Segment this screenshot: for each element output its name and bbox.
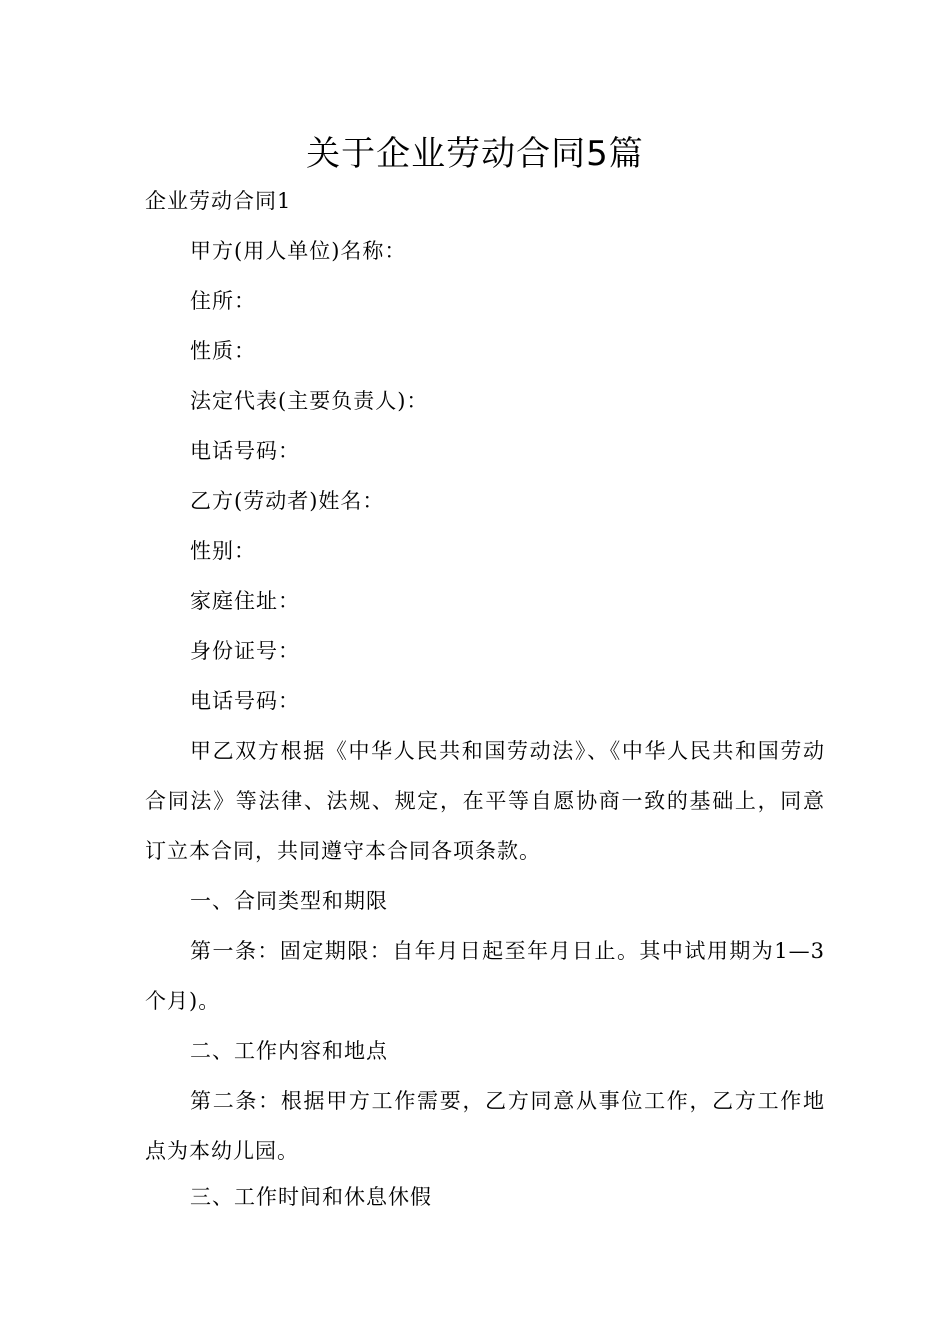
article-1: 第一条：固定期限：自年月日起至年月日止。其中试用期为1—3个月)。: [145, 939, 825, 1013]
section-2-heading: 二、工作内容和地点: [190, 1039, 388, 1063]
section-1-heading: 一、合同类型和期限: [190, 889, 388, 913]
field-phone-b: 电话号码：: [190, 689, 300, 713]
document-title: 关于企业劳动合同5篇: [306, 134, 644, 174]
field-home-address: 家庭住址：: [190, 589, 300, 613]
article-2: 第二条：根据甲方工作需要，乙方同意从事位工作，乙方工作地点为本幼儿园。: [145, 1089, 825, 1163]
section-3-heading: 三、工作时间和休息休假: [190, 1185, 432, 1209]
field-legal-rep: 法定代表(主要负责人)：: [190, 389, 429, 413]
section-heading: 企业劳动合同1: [145, 189, 292, 213]
field-id-number: 身份证号：: [190, 639, 300, 663]
field-nature: 性质：: [190, 339, 256, 363]
field-address: 住所：: [190, 289, 256, 313]
field-gender: 性别：: [190, 539, 256, 563]
intro-paragraph: 甲乙双方根据《中华人民共和国劳动法》、《中华人民共和国劳动合同法》等法律、法规、规定，在平等自愿协商一致的基础上，同意订立本合同，共同遵守本合同各项条款。: [145, 739, 825, 863]
field-party-b-name: 乙方(劳动者)姓名：: [190, 489, 385, 513]
field-phone-a: 电话号码：: [190, 439, 300, 463]
field-party-a-name: 甲方(用人单位)名称：: [190, 239, 407, 263]
